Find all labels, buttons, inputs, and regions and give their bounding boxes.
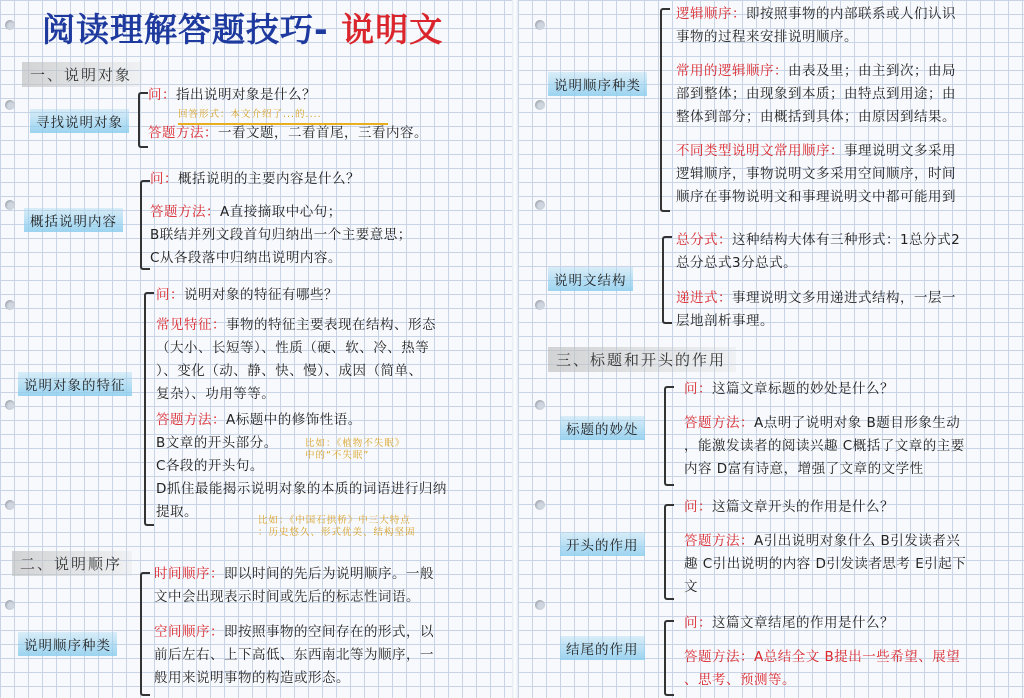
structure-text: 这种结构大体有三种形式：1总分式2 bbox=[732, 232, 961, 248]
binder-hole bbox=[5, 200, 15, 210]
method-line: C从各段落中归纳出说明内容。 bbox=[150, 250, 342, 266]
title-accent: 说明文 bbox=[341, 10, 444, 49]
method-text: A直接摘取中心句； bbox=[220, 204, 342, 220]
section-heading-3: 三、标题和开头的作用 bbox=[548, 347, 736, 372]
method-line: 、思考、预测等。 bbox=[684, 672, 796, 688]
method-text: A总结全文 B提出一些希望、展望 bbox=[754, 649, 961, 665]
example-note-2 bbox=[258, 515, 416, 539]
binder-hole bbox=[535, 300, 545, 310]
method-line: 文 bbox=[684, 579, 698, 595]
label-summarize: 概括说明内容 bbox=[24, 208, 123, 232]
order-right-block bbox=[676, 3, 1022, 209]
bracket bbox=[662, 236, 672, 324]
bracket bbox=[664, 620, 674, 696]
section-heading-2: 二、说明顺序 bbox=[12, 551, 132, 576]
order-text: 事物的过程来安排说明顺序。 bbox=[676, 29, 858, 45]
bracket bbox=[664, 386, 674, 486]
binder-hole bbox=[5, 100, 15, 110]
order-left-block bbox=[154, 563, 510, 690]
common-logic-label: 常用的逻辑顺序： bbox=[676, 63, 788, 79]
method-line: C各段的开头句。 bbox=[156, 458, 264, 474]
method-line: D抓住最能揭示说明对象的本质的词语进行归纳 bbox=[156, 481, 447, 497]
common-features-label: 常见特征： bbox=[156, 317, 226, 333]
method-label: 答题方法： bbox=[148, 125, 218, 141]
structure-text: 事理说明文多用递进式结构，一层一 bbox=[732, 290, 956, 306]
features-text: 事物的特征主要表现在结构、形态 bbox=[226, 317, 436, 333]
question-label: 问： bbox=[150, 171, 178, 187]
binder-hole bbox=[535, 100, 545, 110]
question-label: 问： bbox=[684, 499, 712, 515]
order-text: 部到整体；由现象到本质；由特点到用途；由 bbox=[676, 86, 956, 102]
order-text: 即按照事物的内部联系或人们认识 bbox=[746, 6, 956, 22]
order-text: 即以时间的先后为说明顺序。一般 bbox=[224, 566, 434, 582]
question-label: 问： bbox=[148, 87, 176, 103]
order-text: 般用来说明事物的构造或形态。 bbox=[154, 670, 350, 686]
progressive-label: 递进式： bbox=[676, 290, 732, 306]
features-text: ）、变化（动、静、快、慢）、成因（简单、 bbox=[156, 363, 423, 379]
binder-hole bbox=[5, 300, 15, 310]
bracket bbox=[138, 92, 148, 148]
space-order-label: 空间顺序： bbox=[154, 624, 224, 640]
note-line: 中的“不失眠” bbox=[305, 450, 370, 461]
order-text: 整体到部分；由概括到具体；由原因到结果。 bbox=[676, 109, 956, 125]
binder-hole bbox=[535, 600, 545, 610]
question-text: 这篇文章开头的作用是什么？ bbox=[712, 499, 894, 515]
binder-hole bbox=[5, 600, 15, 610]
page-title bbox=[42, 4, 443, 51]
bracket bbox=[664, 504, 674, 600]
binder-hole bbox=[535, 500, 545, 510]
order-text: 前后左右、上下高低、东西南北等为顺序，一 bbox=[154, 647, 434, 663]
general-split-label: 总分式： bbox=[676, 232, 732, 248]
binder-hole bbox=[5, 400, 15, 410]
method-text: A点明了说明对象 B题目形象生动 bbox=[754, 415, 961, 431]
section-heading-1: 一、说明对象 bbox=[22, 62, 142, 87]
features-text: （大小、长短等）、性质（硬、软、冷、热等 bbox=[156, 340, 430, 356]
binder-hole bbox=[535, 400, 545, 410]
method-label: 答题方法： bbox=[684, 415, 754, 431]
structure-text: 层地剖析事理。 bbox=[676, 313, 774, 329]
method-text: 一看文题，二看首尾，三看内容。 bbox=[218, 125, 428, 141]
label-title-merit: 标题的妙处 bbox=[560, 416, 645, 440]
structure-text: 总分总式3分总式。 bbox=[676, 255, 798, 271]
label-structure: 说明文结构 bbox=[548, 267, 633, 291]
note-line: 比如：《中国石拱桥》中三大特点 bbox=[258, 515, 411, 526]
example-note-1 bbox=[305, 438, 405, 462]
method-label: 答题方法： bbox=[156, 412, 226, 428]
label-opening: 开头的作用 bbox=[560, 532, 645, 556]
method-line: B联结并列文段首句归纳出一个主要意思； bbox=[150, 227, 412, 243]
question-label: 问： bbox=[684, 615, 712, 631]
binder-hole bbox=[535, 20, 545, 30]
label-find-object: 寻找说明对象 bbox=[30, 109, 129, 133]
label-ending: 结尾的作用 bbox=[560, 636, 645, 660]
method-label: 答题方法： bbox=[684, 649, 754, 665]
question-text: 说明对象的特征有哪些？ bbox=[184, 287, 338, 303]
question-text: 概括说明的主要内容是什么？ bbox=[178, 171, 360, 187]
label-order-types-right: 说明顺序种类 bbox=[548, 72, 647, 96]
question-label: 问： bbox=[156, 287, 184, 303]
question-text: 指出说明对象是什么？ bbox=[176, 87, 316, 103]
ending-block bbox=[684, 612, 1022, 692]
method-label: 答题方法： bbox=[684, 533, 754, 549]
binder-hole bbox=[535, 200, 545, 210]
order-text: 事理说明文多采用 bbox=[844, 143, 956, 159]
question-text: 这篇文章结尾的作用是什么？ bbox=[712, 615, 894, 631]
bracket bbox=[660, 8, 670, 212]
method-line: 内容 D富有诗意，增强了文章的文学性 bbox=[684, 461, 924, 477]
note-line: ：历史悠久、形式优美、结构坚固 bbox=[258, 527, 416, 538]
summarize-block bbox=[150, 168, 510, 270]
features-block bbox=[156, 284, 512, 524]
order-text: 由表及里；由主到次；由局 bbox=[788, 63, 956, 79]
method-line: 趣 C引出说明的内容 D引发读者思考 E引起下 bbox=[684, 556, 967, 572]
title-main: 阅读理解答题技巧- bbox=[42, 10, 342, 49]
method-line: 提取。 bbox=[156, 504, 198, 520]
method-text: A标题中的修饰性语。 bbox=[226, 412, 362, 428]
order-text: 即按照事物的空间存在的形式，以 bbox=[224, 624, 434, 640]
time-order-label: 时间顺序： bbox=[154, 566, 224, 582]
order-text: 文中会出现表示时间或先后的标志性词语。 bbox=[154, 589, 420, 605]
opening-block bbox=[684, 496, 1022, 599]
bracket bbox=[140, 180, 150, 270]
page-divider bbox=[512, 0, 518, 698]
binder-hole bbox=[5, 20, 15, 30]
method-line: ，能激发读者的阅读兴趣 C概括了文章的主要 bbox=[684, 438, 965, 454]
bracket bbox=[144, 292, 154, 526]
answer-format-note: 回答形式：本文介绍了...的.... bbox=[178, 109, 322, 120]
question-text: 这篇文章标题的妙处是什么？ bbox=[712, 381, 894, 397]
types-order-label: 不同类型说明文常用顺序： bbox=[676, 143, 844, 159]
features-text: 复杂）、功用等等。 bbox=[156, 386, 276, 402]
structure-block bbox=[676, 229, 1022, 333]
binder-hole bbox=[5, 500, 15, 510]
question-label: 问： bbox=[684, 381, 712, 397]
method-text: A引出说明对象什么 B引发读者兴 bbox=[754, 533, 961, 549]
title-merit-block bbox=[684, 378, 1022, 481]
note-line: 比如：《植物不失眠》 bbox=[305, 438, 406, 449]
logic-order-label: 逻辑顺序： bbox=[676, 6, 746, 22]
order-text: 顺序在事物说明文和事理说明文中都可能用到 bbox=[676, 189, 956, 205]
method-line: B文章的开头部分。 bbox=[156, 435, 278, 451]
bracket bbox=[140, 572, 150, 696]
note-underline bbox=[178, 123, 388, 125]
label-features: 说明对象的特征 bbox=[18, 372, 132, 396]
label-order-types-left: 说明顺序种类 bbox=[18, 632, 117, 656]
method-label: 答题方法： bbox=[150, 204, 220, 220]
order-text: 逻辑顺序，事物说明文多采用空间顺序，时间 bbox=[676, 166, 956, 182]
